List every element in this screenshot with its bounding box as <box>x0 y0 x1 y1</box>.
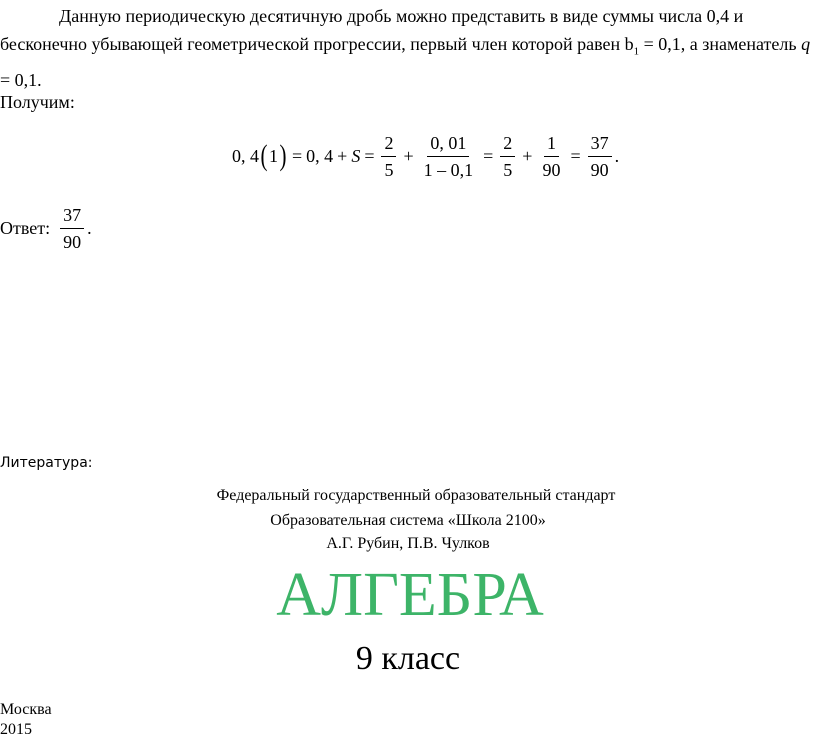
fraction-4 <box>539 132 563 181</box>
answer-fraction <box>60 204 84 253</box>
numerator: 2 <box>381 132 396 157</box>
plus-sign: + <box>403 145 414 166</box>
numerator: 2 <box>500 132 515 157</box>
paragraph-text: Данную периодическую десятичную дробь можно представить в виде суммы числа 0,4 и бесконечно убывающей геометрической прогрессии, первый член которой равен b <box>0 6 744 54</box>
numerator: 0, 01 <box>427 132 469 157</box>
answer-line <box>0 196 92 260</box>
eq-sign: = <box>570 145 581 166</box>
denominator: 90 <box>590 159 609 180</box>
fraction-2 <box>421 132 477 181</box>
numerator: 1 <box>544 132 559 157</box>
book-grade: 9 класс <box>355 640 461 677</box>
plus-sign: + <box>337 145 348 166</box>
book-title: АЛГЕБРА <box>276 561 544 629</box>
numerator: 37 <box>60 204 84 229</box>
book-authors: А.Г. Рубин, П.В. Чулков <box>326 535 490 552</box>
answer-period: . <box>87 217 92 238</box>
eq-lhs-b: 1 <box>269 145 278 166</box>
right-paren: ) <box>279 139 287 172</box>
left-paren: ( <box>260 139 268 172</box>
book-year: 2015 <box>0 721 32 738</box>
paragraph-text: = 0,1. <box>0 69 42 90</box>
eq-sign: = <box>364 145 375 166</box>
answer-label: Ответ: <box>0 217 51 238</box>
eq-sign: = <box>292 145 303 166</box>
result-heading: Получим: <box>0 92 75 112</box>
eq-lhs-a: 0, 4 <box>232 145 259 166</box>
paragraph-text: = 0,1, а знаменатель <box>639 34 802 54</box>
denominator: 1 – 0,1 <box>423 159 474 180</box>
variable-s: S <box>351 145 361 166</box>
fraction-3 <box>500 132 515 181</box>
fraction-1 <box>381 132 396 181</box>
subscript-index: 1 <box>633 45 640 58</box>
book-city: Москва <box>0 701 52 718</box>
denominator: 90 <box>63 231 82 252</box>
denominator: 5 <box>503 159 513 180</box>
book-standard-line: Федеральный государственный образовательный стандарт <box>216 487 616 504</box>
fraction-5 <box>588 132 612 181</box>
denominator: 90 <box>542 159 561 180</box>
literature-heading: Литература: <box>0 455 93 471</box>
numerator: 37 <box>588 132 612 157</box>
equation-period: . <box>614 145 620 166</box>
eq-term: 0, 4 <box>306 145 334 166</box>
denominator: 5 <box>384 159 394 180</box>
main-equation <box>232 126 619 186</box>
plus-sign: + <box>522 145 533 166</box>
book-imprint <box>0 700 52 740</box>
explanation-paragraph <box>0 2 812 94</box>
eq-sign: = <box>483 145 494 166</box>
variable-q: q <box>801 34 811 54</box>
book-system-line: Образовательная система «Школа 2100» <box>270 512 546 529</box>
